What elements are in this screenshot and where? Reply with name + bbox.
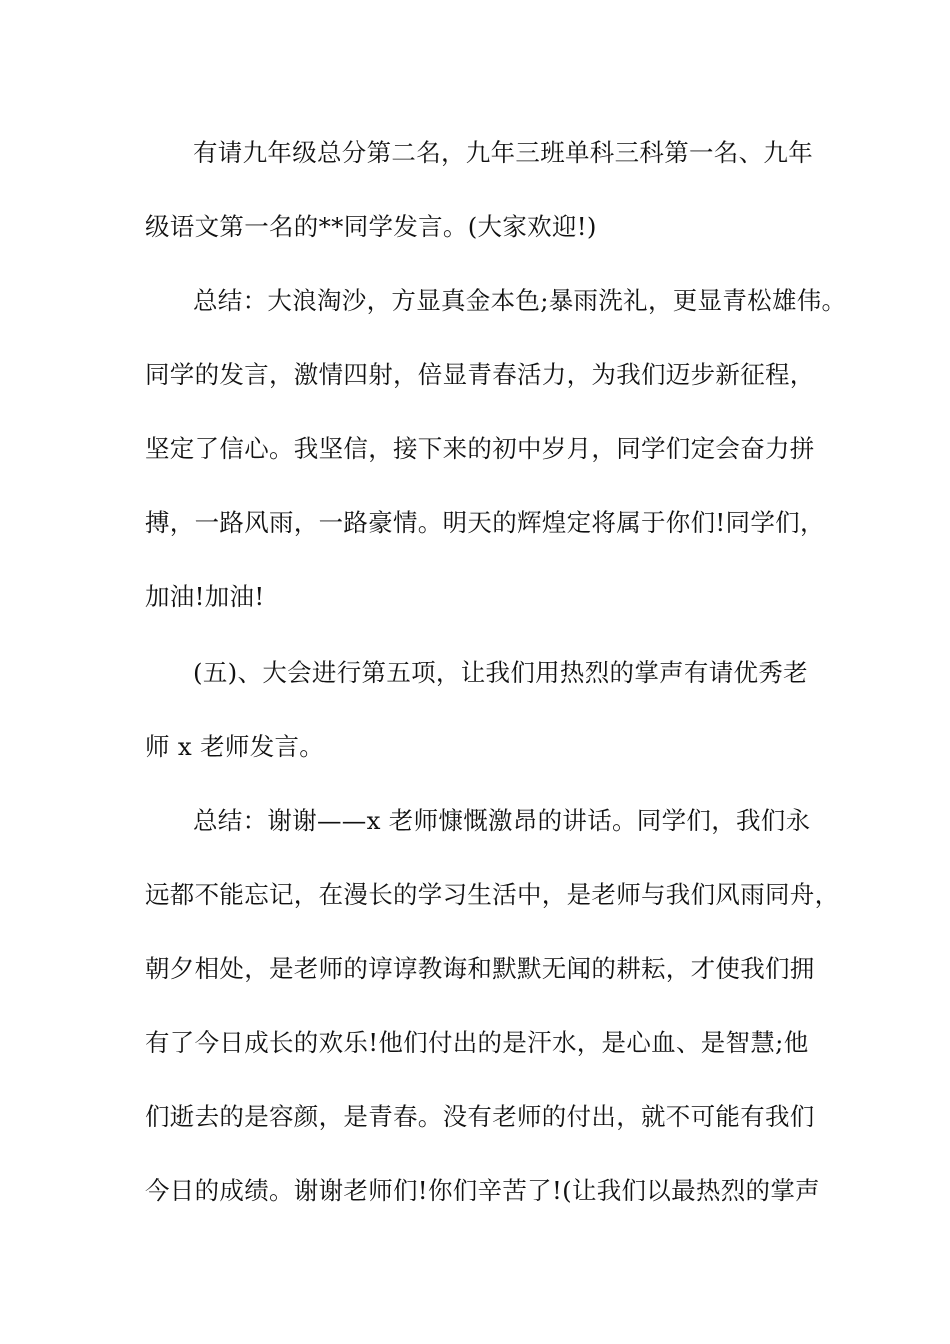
paragraph-line: 级语文第一名的**同学发言。(大家欢迎!)	[145, 212, 597, 241]
paragraph-line: 总结：大浪淘沙，方显真金本色;暴雨洗礼，更显青松雄伟。	[193, 286, 847, 315]
paragraph-line: 加油!加油!	[145, 582, 265, 611]
paragraph-line: 同学的发言，激情四射，倍显青春活力，为我们迈步新征程，	[145, 360, 815, 389]
paragraph-line: 朝夕相处，是老师的谆谆教诲和默默无闻的耕耘，才使我们拥	[145, 954, 815, 983]
paragraph-line: 有请九年级总分第二名，九年三班单科三科第一名、九年	[193, 138, 813, 167]
paragraph-line: (五)、大会进行第五项，让我们用热烈的掌声有请优秀老	[193, 658, 808, 687]
paragraph-line: 们逝去的是容颜，是青春。没有老师的付出，就不可能有我们	[145, 1102, 815, 1131]
paragraph-line: 师 x 老师发言。	[145, 732, 325, 761]
paragraph-line: 有了今日成长的欢乐!他们付出的是汗水，是心血、是智慧;他	[145, 1028, 809, 1057]
paragraph-line: 总结：谢谢——x 老师慷慨激昂的讲话。同学们，我们永	[193, 806, 811, 835]
paragraph-line: 今日的成绩。谢谢老师们!你们辛苦了!(让我们以最热烈的掌声	[145, 1176, 820, 1205]
paragraph-line: 搏，一路风雨，一路豪情。明天的辉煌定将属于你们!同学们，	[145, 508, 825, 537]
paragraph-line: 远都不能忘记，在漫长的学习生活中，是老师与我们风雨同舟，	[145, 880, 840, 909]
paragraph-line: 坚定了信心。我坚信，接下来的初中岁月，同学们定会奋力拼	[145, 434, 815, 463]
